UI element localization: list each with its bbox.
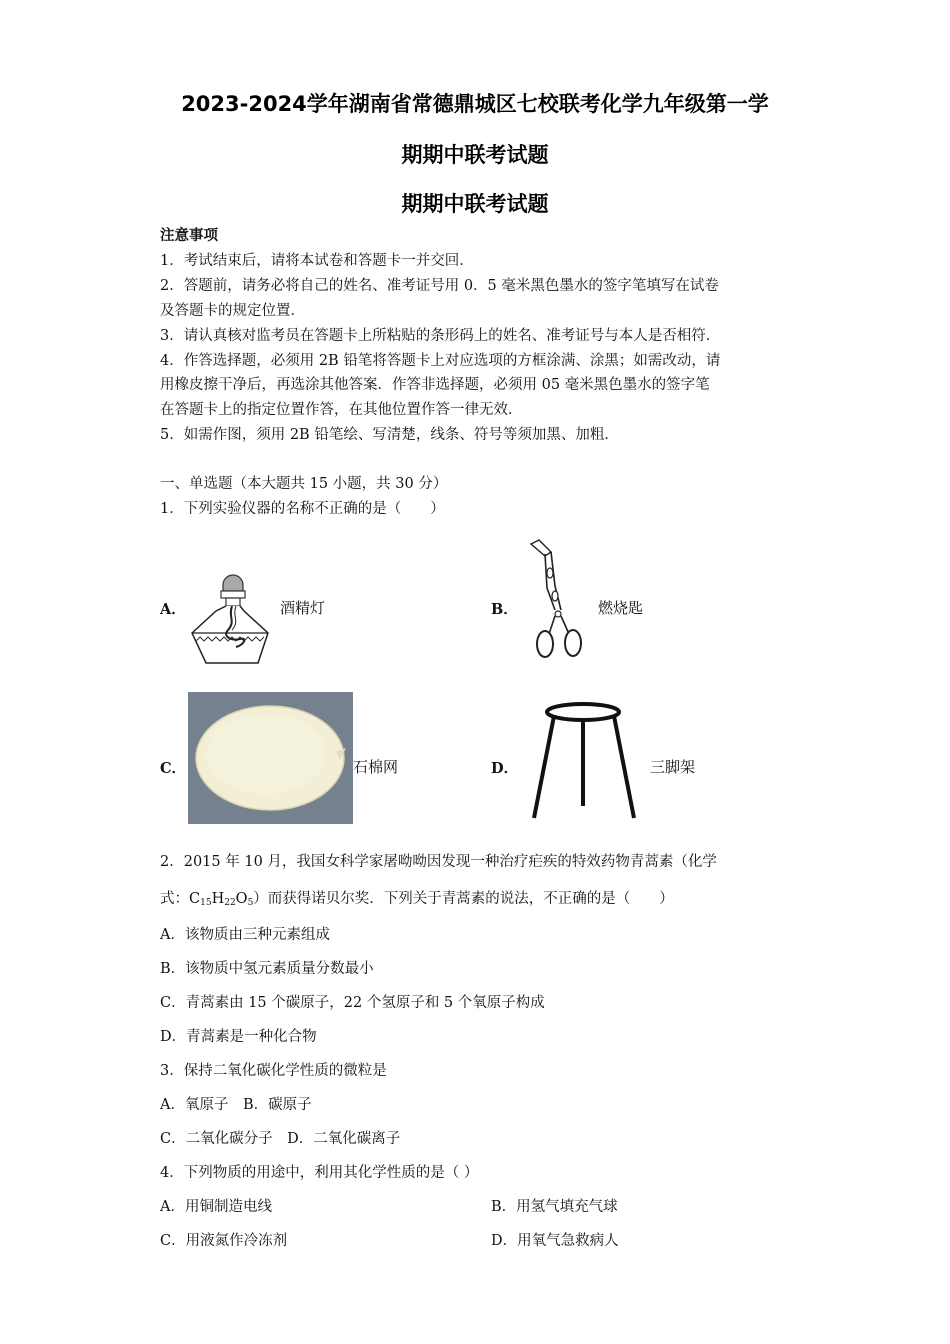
notice-line: 2．答题前，请务必将自己的姓名、准考证号用 0．5 毫米黑色墨水的签字笔填写在试卷	[160, 278, 719, 294]
q2-option-a: A．该物质由三种元素组成	[160, 927, 330, 943]
q1-option-d-letter: D．	[491, 760, 519, 777]
notice-line: 及答题卡的规定位置．	[160, 303, 305, 319]
q1-option-c-letter: C．	[160, 760, 187, 777]
notice-line: 3．请认真核对监考员在答题卡上所粘贴的条形码上的姓名、准考证号与本人是否相符．	[160, 328, 721, 344]
exam-title-line-1: 2023-2024学年湖南省常德鼎城区七校联考化学九年级第一学	[181, 92, 769, 116]
crucible-tongs-icon	[525, 540, 595, 666]
q4-option-c: C．用液氮作冷冻剂	[160, 1233, 288, 1249]
exam-title-line-3: 期期中联考试题	[401, 192, 549, 216]
section-heading: 一、单选题（本大题共 15 小题，共 30 分）	[160, 476, 448, 492]
question-3-stem: 3．保持二氧化碳化学性质的微粒是	[160, 1063, 387, 1079]
question-4-stem: 4．下列物质的用途中，利用其化学性质的是（ ）	[160, 1165, 479, 1181]
notice-line: 5．如需作图，须用 2B 铅笔绘、写清楚，线条、符号等须加黑、加粗．	[160, 427, 619, 443]
q1-option-a-name: 酒精灯	[280, 599, 326, 617]
q1-option-c-name: 石棉网	[353, 758, 399, 776]
question-2-stem-line-2: 式：$C_{15}H_{22}O_5$）而获得诺贝尔奖．下列关于青蒿素的说法，不正确的是（ ）	[160, 891, 674, 908]
q4-option-b: B．用氢气填充气球	[491, 1199, 618, 1215]
notice-line: 在答题卡上的指定位置作答，在其他位置作答一律无效．	[160, 402, 523, 418]
q2-option-d: D．青蒿素是一种化合物	[160, 1029, 317, 1045]
q1-option-d-name: 三脚架	[650, 758, 696, 776]
notice-line: 用橡皮擦干净后，再选涂其他答案．作答非选择题，必须用 05 毫米黑色墨水的签字笔	[160, 377, 710, 393]
q3-options-line-1: A．氧原子 B．碳原子	[160, 1097, 312, 1113]
question-2-stem-line-1: 2．2015 年 10 月，我国女科学家屠呦呦因发现一种治疗疟疾的特效药物青蒿素（化学	[160, 854, 717, 870]
q1-option-a-letter: A．	[160, 601, 186, 618]
q3-options-line-2: C．二氧化碳分子 D．二氧化碳离子	[160, 1131, 401, 1147]
tripod-icon	[528, 700, 638, 820]
q1-option-b-name: 燃烧匙	[598, 599, 644, 617]
q2-option-c: C．青蒿素由 15 个碳原子，22 个氢原子和 5 个氧原子构成	[160, 995, 545, 1011]
notice-line: 1．考试结束后，请将本试卷和答题卡一并交回．	[160, 253, 474, 269]
q4-option-a: A．用铜制造电线	[160, 1199, 272, 1215]
q1-option-b-letter: B．	[491, 601, 518, 618]
notice-line: 4．作答选择题，必须用 2B 铅笔将答题卡上对应选项的方框涂满、涂黑；如需改动，请	[160, 353, 721, 369]
notice-heading: 注意事项	[160, 227, 218, 244]
q2-option-b: B．该物质中氢元素质量分数最小	[160, 961, 374, 977]
question-1-stem: 1．下列实验仪器的名称不正确的是（ ）	[160, 501, 445, 517]
asbestos-pad-photo	[188, 692, 353, 824]
alcohol-lamp-icon	[188, 575, 270, 667]
q4-option-d: D．用氧气急救病人	[491, 1233, 619, 1249]
exam-title-line-2: 期期中联考试题	[401, 143, 549, 167]
